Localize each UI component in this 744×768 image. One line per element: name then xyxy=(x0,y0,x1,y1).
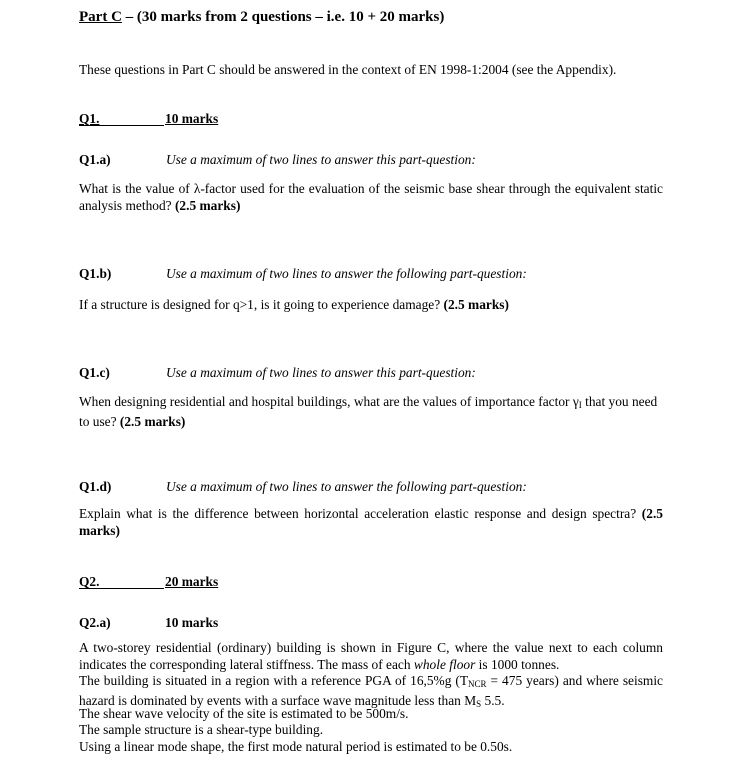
q2a-label: Q2.a) xyxy=(79,615,111,630)
intro-text: These questions in Part C should be answered in the context of EN 1998-1:2004 (see the Appendix). xyxy=(79,62,617,77)
part-heading xyxy=(79,9,444,26)
q1b-label: Q1.b) xyxy=(79,266,112,281)
part-marks-summary: – (30 marks from 2 questions – i.e. 10 + 20 marks) xyxy=(121,9,445,25)
lambda-symbol: λ xyxy=(193,181,201,196)
q2a-p2-text-1: The building is situated in a region with a reference PGA of 16,5%g (T xyxy=(79,673,469,688)
ms-subscript: S xyxy=(476,698,482,709)
q1-marks: 10 marks xyxy=(165,111,219,126)
q1d-question xyxy=(79,506,663,539)
q1d-instruction: Use a maximum of two lines to answer the following part-question: xyxy=(166,479,527,494)
part-label: Part C xyxy=(79,9,122,25)
q2a-p2-text-2: = 475 years) and where seismic hazard is dominated by events with a surface wave magnitude less than M xyxy=(79,673,663,708)
q1c-text-1: When designing residential and hospital buildings, what are the values of importance factor xyxy=(79,394,573,409)
tncr-subscript: NCR xyxy=(468,679,487,689)
q1a-text-1: What is the value of xyxy=(79,181,194,196)
q1-label-underline xyxy=(79,111,164,126)
q2a-marks: 10 marks xyxy=(165,615,219,630)
q2a-paragraph-3: The shear wave velocity of the site is estimated to be 500m/s. xyxy=(79,706,409,721)
q2a-p1-text-2: is 1000 tonnes. xyxy=(475,656,560,672)
q2a-p2-text-3: 5.5. xyxy=(481,692,505,708)
q1-label: Q1. xyxy=(79,111,100,126)
q2a-p1-text-1: A two-storey residential (ordinary) building is shown in Figure C, where the value next to each column indicates the corresponding lateral stiffness. The mass of each xyxy=(79,640,663,672)
q1b-instruction: Use a maximum of two lines to answer the following part-question: xyxy=(166,266,527,281)
q1c-question xyxy=(79,394,663,430)
q1b-text: If a structure is designed for q>1, is it going to experience damage? xyxy=(79,297,444,312)
q1c-marks: (2.5 marks) xyxy=(119,413,186,429)
q1d-text: Explain what is the difference between horizontal acceleration elastic response and design spectra? xyxy=(79,506,642,521)
q1c-instruction: Use a maximum of two lines to answer this part-question: xyxy=(166,365,476,380)
q1a-marks: (2.5 marks) xyxy=(174,197,241,213)
q1a-instruction: Use a maximum of two lines to answer this part-question: xyxy=(166,152,476,167)
q2a-paragraph-1 xyxy=(79,640,663,673)
q1d-marks: (2.5 marks) xyxy=(79,506,663,538)
q1b-marks: (2.5 marks) xyxy=(443,297,509,312)
q2a-paragraph-5: Using a linear mode shape, the first mode natural period is estimated to be 0.50s. xyxy=(79,739,513,754)
q2-label: Q2. xyxy=(79,574,100,589)
q2-label-underline xyxy=(79,574,164,589)
q2-marks: 20 marks xyxy=(165,574,219,589)
gamma-subscript: I xyxy=(578,400,582,410)
q1c-label: Q1.c) xyxy=(79,365,110,380)
q1b-question xyxy=(79,297,509,313)
gamma-symbol: γ xyxy=(572,394,579,409)
q2a-p1-italic: whole floor xyxy=(413,656,476,672)
q1a-text-2: -factor used for the evaluation of the seismic base shear through the equivalent static analysis method? xyxy=(79,181,663,213)
q1d-label: Q1.d) xyxy=(79,479,112,494)
q1a-label: Q1.a) xyxy=(79,152,111,167)
q1c-text-2: that you need to use? xyxy=(79,394,658,429)
q2a-paragraph-4: The sample structure is a shear-type building. xyxy=(79,722,324,737)
q1a-question xyxy=(79,181,663,214)
